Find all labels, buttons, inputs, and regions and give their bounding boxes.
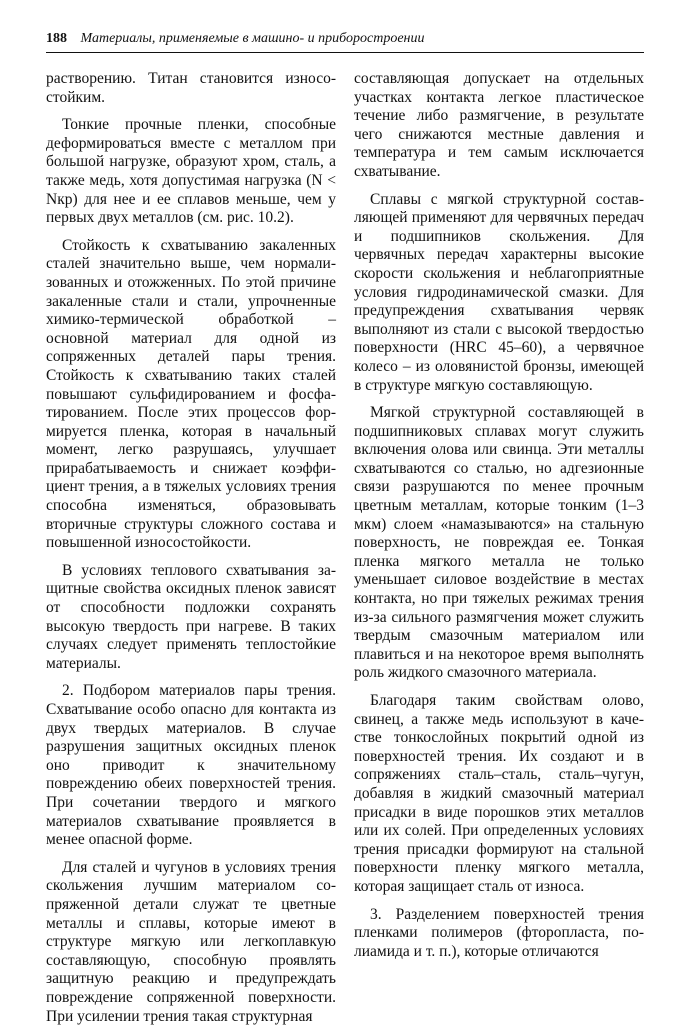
page-number: 188 xyxy=(46,31,67,46)
paragraph: составляющая допускает на отдельных участках контакта легкое пластическое течение либо размягчение, в результате чего снижаются местные давления и температура и тем самым исключается схватывание. xyxy=(354,70,644,180)
paragraph: Тонкие прочные пленки, способные деформироваться вместе с металлом при большой нагрузке, образуют хром, сталь, а также медь, хотя допустимая нагрузка (N < Nкр) для нее и ее сплавов меньше, чем у первых двух металлов (см. рис. 10.2). xyxy=(46,116,336,227)
paragraph: 3. Разделением поверхностей трения пленками полимеров (фторопласта, полиамида и т. п.), которые отличаются xyxy=(354,905,644,960)
right-column xyxy=(354,70,644,961)
paragraph: В условиях теплового схватывания защитные свойства оксидных пленок зависят от способности подложки сохранять высокую твердость при нагреве. В таких случаях следует применять теплостойкие материалы. xyxy=(46,561,336,672)
paragraph: Мягкой структурной составляющей в подшипниковых сплавах могут служить включения олова или свинца. Эти металлы схватываются со сталью, но адгезионные связи разрушаются по менее прочным цветным металлам, которые тонким (1–3 мкм) слоем «намазываются» на стальную поверхность, не повреждая ее. Тонкая пленка мягкого металла не только уменьшает силовое воздействие в местах контакта, но при тяжелых режимах трения из-за сильного размягчения может служить твердым смазочным материалом или плавиться и на некоторое время выполнять роль жидкого смазочного материала. xyxy=(354,404,644,682)
paragraph: Благодаря таким свойствам олово, свинец, а также медь используют в качестве тонкослойных покрытий одной из поверхностей трения. Их создают и в сопряжениях сталь–сталь, сталь–чугун, добавляя в жидкий смазочный материал присадки в виде порошков этих металлов или их солей. При определенных условиях трения присадки формируют на стальной поверхности пленку мягкого металла, которая защищает сталь от износа. xyxy=(354,692,644,895)
paragraph: 2. Подбором материалов пары трения. Схватывание особо опасно для контакта из двух твердых материалов. В случае разрушения защитных оксидных пленок оно приводит к значительному повреждению обеих поверхностей трения. При сочетании твердого и мягкого материалов схватывание проявляется в менее опасной форме. xyxy=(46,682,336,849)
running-title: Материалы, применяемые в машино- и приборостроении xyxy=(80,31,425,46)
paragraph: Для сталей и чугунов в условиях трения скольжения лучшим материалом сопряженной детали служат те цветные металлы и сплавы, которые имеют в структуре мягкую или легкоплавкую составляющую, способную проявлять защитную реакцию и предупреждать повреждение сопряженной поверхности. При усилении трения такая структурная xyxy=(46,858,336,1025)
paragraph: Стойкость к схватыванию закаленных сталей значительно выше, чем нормализованных и отожженных. По этой причине закаленные стали и стали, упрочненные химико-термической обработкой – основной материал для одной из сопряженных деталей пары трения. Стойкость к схватыванию таких сталей повышают сульфидированием и фосфатированием. После этих процессов формируется пленка, которая в начальный момент, легко разрушаясь, улучшает прирабатываемость и снижает коэффициент трения, а в тяжелых условиях трения способна изменяться, образовывать вторичные структуры сложного состава и повышенной износостойкости. xyxy=(46,236,336,552)
left-column xyxy=(46,70,336,1026)
header-rule xyxy=(46,52,644,53)
paragraph: растворению. Титан становится износостойким. xyxy=(46,70,336,106)
running-header xyxy=(46,30,644,48)
paragraph: Сплавы с мягкой структурной составляющей применяют для червячных передач и подшипников скольжения. Для червячных передач характерны высокие скорости скольжения и неблагоприятные условия гидродинамической смазки. Для предупреждения схватывания червяк выполняют из стали с высокой твердостью поверхности (HRC 45–60), а червячное колесо – из оловянистой бронзы, имеющей в структуре мягкую составляющую. xyxy=(354,190,644,394)
